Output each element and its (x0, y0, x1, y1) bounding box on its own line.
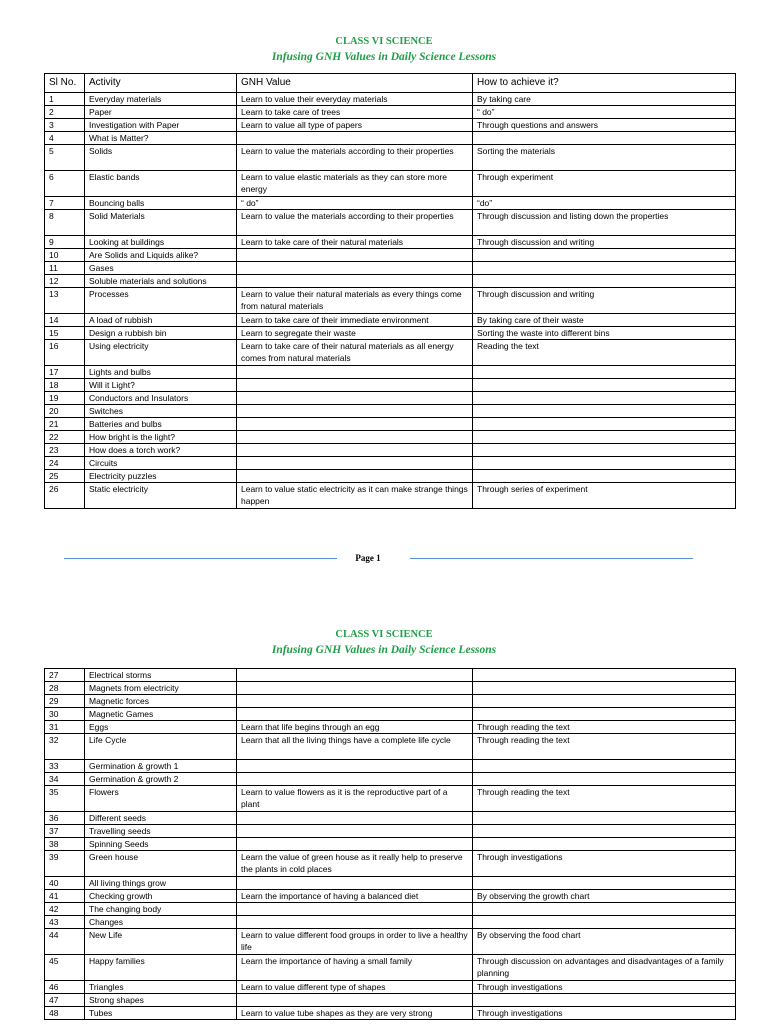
document-subtitle: Infusing GNH Values in Daily Science Lessons (271, 644, 497, 656)
cell-gnh-value (237, 249, 473, 262)
page2-header (0, 629, 768, 657)
cell-activity: What is Matter? (85, 132, 237, 145)
cell-sl-no: 27 (45, 669, 85, 682)
cell-sl-no: 4 (45, 132, 85, 145)
cell-how-to-achieve: “ do” (473, 106, 736, 119)
cell-how-to-achieve (473, 838, 736, 851)
cell-activity: Strong shapes (85, 994, 237, 1007)
table-row (45, 236, 736, 249)
cell-sl-no: 5 (45, 145, 85, 171)
cell-gnh-value: “ do” (237, 197, 473, 210)
cell-activity: Investigation with Paper (85, 119, 237, 132)
cell-how-to-achieve (473, 457, 736, 470)
table-row (45, 877, 736, 890)
cell-activity: Germination & growth 2 (85, 773, 237, 786)
class-title: CLASS VI SCIENCE (335, 629, 433, 640)
cell-sl-no: 36 (45, 812, 85, 825)
cell-sl-no: 35 (45, 786, 85, 812)
table-row (45, 171, 736, 197)
table-row (45, 327, 736, 340)
cell-sl-no: 30 (45, 708, 85, 721)
table-row (45, 773, 736, 786)
table-row (45, 314, 736, 327)
cell-sl-no: 18 (45, 379, 85, 392)
cell-sl-no: 42 (45, 903, 85, 916)
cell-how-to-achieve (473, 682, 736, 695)
cell-gnh-value (237, 669, 473, 682)
lessons-table-page1 (44, 73, 736, 509)
cell-gnh-value: Learn to value all type of papers (237, 119, 473, 132)
cell-gnh-value (237, 379, 473, 392)
cell-activity: Green house (85, 851, 237, 877)
cell-gnh-value (237, 903, 473, 916)
table-row (45, 340, 736, 366)
cell-how-to-achieve: By observing the growth chart (473, 890, 736, 903)
cell-sl-no: 28 (45, 682, 85, 695)
cell-gnh-value: Learn to value the materials according to their properties (237, 145, 473, 171)
cell-activity: Are Solids and Liquids alike? (85, 249, 237, 262)
cell-sl-no: 40 (45, 877, 85, 890)
cell-activity: Batteries and bulbs (85, 418, 237, 431)
table-row (45, 955, 736, 981)
cell-how-to-achieve (473, 262, 736, 275)
cell-gnh-value: Learn to value different food groups in order to live a healthy life (237, 929, 473, 955)
cell-gnh-value: Learn to value different type of shapes (237, 981, 473, 994)
cell-gnh-value (237, 418, 473, 431)
cell-gnh-value: Learn to take care of their natural materials (237, 236, 473, 249)
cell-sl-no: 23 (45, 444, 85, 457)
cell-how-to-achieve: Through experiment (473, 171, 736, 197)
cell-activity: Electrical storms (85, 669, 237, 682)
table-row (45, 812, 736, 825)
cell-sl-no: 43 (45, 916, 85, 929)
cell-activity: Magnetic Games (85, 708, 237, 721)
table-row (45, 483, 736, 509)
cell-activity: Flowers (85, 786, 237, 812)
cell-activity: How bright is the light? (85, 431, 237, 444)
table-row (45, 682, 736, 695)
cell-how-to-achieve (473, 773, 736, 786)
cell-how-to-achieve (473, 470, 736, 483)
cell-activity: Eggs (85, 721, 237, 734)
table-row (45, 708, 736, 721)
table-row (45, 1007, 736, 1020)
cell-gnh-value: Learn the importance of having a balanced diet (237, 890, 473, 903)
cell-gnh-value (237, 695, 473, 708)
cell-how-to-achieve (473, 825, 736, 838)
table-row (45, 903, 736, 916)
cell-how-to-achieve: Through reading the text (473, 734, 736, 760)
cell-how-to-achieve: Through reading the text (473, 786, 736, 812)
cell-activity: Bouncing balls (85, 197, 237, 210)
table-row (45, 275, 736, 288)
header-sl-no: Sl No. (45, 74, 85, 93)
cell-sl-no: 48 (45, 1007, 85, 1020)
cell-gnh-value: Learn that all the living things have a complete life cycle (237, 734, 473, 760)
cell-activity: Checking growth (85, 890, 237, 903)
cell-sl-no: 10 (45, 249, 85, 262)
cell-sl-no: 24 (45, 457, 85, 470)
cell-gnh-value: Learn the importance of having a small family (237, 955, 473, 981)
cell-activity: Processes (85, 288, 237, 314)
table-row (45, 418, 736, 431)
cell-gnh-value (237, 812, 473, 825)
cell-sl-no: 47 (45, 994, 85, 1007)
cell-gnh-value: Learn to take care of their natural materials as all energy comes from natural materials (237, 340, 473, 366)
cell-gnh-value (237, 773, 473, 786)
cell-how-to-achieve: By taking care (473, 93, 736, 106)
cell-how-to-achieve (473, 392, 736, 405)
cell-gnh-value: Learn to value elastic materials as they can store more energy (237, 171, 473, 197)
cell-sl-no: 25 (45, 470, 85, 483)
cell-gnh-value (237, 431, 473, 444)
cell-how-to-achieve (473, 379, 736, 392)
cell-sl-no: 1 (45, 93, 85, 106)
cell-activity: Soluble materials and solutions (85, 275, 237, 288)
table-row (45, 145, 736, 171)
cell-gnh-value (237, 838, 473, 851)
cell-gnh-value (237, 916, 473, 929)
cell-gnh-value (237, 275, 473, 288)
cell-activity: Switches (85, 405, 237, 418)
cell-gnh-value: Learn to value their everyday materials (237, 93, 473, 106)
cell-how-to-achieve (473, 431, 736, 444)
cell-how-to-achieve: Through discussion on advantages and disadvantages of a family planning (473, 955, 736, 981)
cell-sl-no: 32 (45, 734, 85, 760)
footer-divider-left (64, 558, 337, 559)
cell-how-to-achieve (473, 916, 736, 929)
cell-how-to-achieve: Sorting the waste into different bins (473, 327, 736, 340)
cell-activity: Gases (85, 262, 237, 275)
cell-activity: Everyday materials (85, 93, 237, 106)
cell-how-to-achieve (473, 903, 736, 916)
cell-gnh-value: Learn to value the materials according to their properties (237, 210, 473, 236)
cell-activity: Lights and bulbs (85, 366, 237, 379)
cell-gnh-value (237, 457, 473, 470)
cell-sl-no: 44 (45, 929, 85, 955)
table-row (45, 994, 736, 1007)
cell-activity: All living things grow (85, 877, 237, 890)
cell-activity: The changing body (85, 903, 237, 916)
cell-activity: Happy families (85, 955, 237, 981)
lessons-table-page2 (44, 668, 736, 1020)
cell-sl-no: 46 (45, 981, 85, 994)
cell-activity: Travelling seeds (85, 825, 237, 838)
cell-activity: Changes (85, 916, 237, 929)
cell-gnh-value (237, 877, 473, 890)
table-row (45, 916, 736, 929)
table-row (45, 249, 736, 262)
cell-gnh-value (237, 470, 473, 483)
cell-how-to-achieve: Through investigations (473, 1007, 736, 1020)
cell-sl-no: 7 (45, 197, 85, 210)
cell-how-to-achieve: Sorting the materials (473, 145, 736, 171)
table-row (45, 695, 736, 708)
cell-how-to-achieve: Through investigations (473, 981, 736, 994)
cell-sl-no: 6 (45, 171, 85, 197)
cell-sl-no: 38 (45, 838, 85, 851)
table-row (45, 981, 736, 994)
cell-gnh-value (237, 825, 473, 838)
cell-sl-no: 20 (45, 405, 85, 418)
table-row (45, 262, 736, 275)
cell-sl-no: 21 (45, 418, 85, 431)
table-row (45, 132, 736, 145)
cell-sl-no: 9 (45, 236, 85, 249)
cell-how-to-achieve: By observing the food chart (473, 929, 736, 955)
cell-how-to-achieve: By taking care of their waste (473, 314, 736, 327)
cell-gnh-value: Learn to value static electricity as it can make strange things happen (237, 483, 473, 509)
cell-activity: Different seeds (85, 812, 237, 825)
cell-activity: Germination & growth 1 (85, 760, 237, 773)
cell-activity: Solid Materials (85, 210, 237, 236)
cell-how-to-achieve: Reading the text (473, 340, 736, 366)
cell-activity: New Life (85, 929, 237, 955)
cell-sl-no: 12 (45, 275, 85, 288)
cell-sl-no: 17 (45, 366, 85, 379)
cell-sl-no: 41 (45, 890, 85, 903)
cell-activity: Spinning Seeds (85, 838, 237, 851)
cell-how-to-achieve (473, 760, 736, 773)
table-row (45, 457, 736, 470)
cell-how-to-achieve (473, 669, 736, 682)
header-gnh-value: GNH Value (237, 74, 473, 93)
cell-activity: A load of rubbish (85, 314, 237, 327)
cell-activity: Magnetic forces (85, 695, 237, 708)
table-row (45, 786, 736, 812)
footer-divider-right (410, 558, 693, 559)
cell-how-to-achieve (473, 418, 736, 431)
cell-sl-no: 13 (45, 288, 85, 314)
cell-gnh-value: Learn to take care of trees (237, 106, 473, 119)
cell-activity: Circuits (85, 457, 237, 470)
table-header-row (45, 74, 736, 93)
cell-gnh-value (237, 132, 473, 145)
header-how-to-achieve: How to achieve it? (473, 74, 736, 93)
class-title: CLASS VI SCIENCE (335, 36, 433, 47)
table-row (45, 392, 736, 405)
cell-activity: Design a rubbish bin (85, 327, 237, 340)
cell-gnh-value (237, 262, 473, 275)
cell-how-to-achieve: “do” (473, 197, 736, 210)
cell-activity: Conductors and Insulators (85, 392, 237, 405)
page1-header (0, 36, 768, 64)
table-row (45, 444, 736, 457)
cell-how-to-achieve (473, 877, 736, 890)
cell-sl-no: 11 (45, 262, 85, 275)
table-row (45, 366, 736, 379)
table-row (45, 890, 736, 903)
cell-how-to-achieve: Through discussion and listing down the properties (473, 210, 736, 236)
cell-how-to-achieve (473, 444, 736, 457)
cell-activity: Static electricity (85, 483, 237, 509)
cell-activity: Life Cycle (85, 734, 237, 760)
table-row (45, 838, 736, 851)
table-row (45, 929, 736, 955)
cell-gnh-value: Learn that life begins through an egg (237, 721, 473, 734)
table-row (45, 405, 736, 418)
cell-sl-no: 31 (45, 721, 85, 734)
cell-how-to-achieve (473, 366, 736, 379)
document-subtitle: Infusing GNH Values in Daily Science Lessons (271, 51, 497, 63)
cell-sl-no: 34 (45, 773, 85, 786)
cell-gnh-value: Learn the value of green house as it really help to preserve the plants in cold places (237, 851, 473, 877)
cell-gnh-value (237, 708, 473, 721)
table-row (45, 760, 736, 773)
cell-activity: Electricity puzzles (85, 470, 237, 483)
table-row (45, 379, 736, 392)
cell-how-to-achieve: Through reading the text (473, 721, 736, 734)
cell-how-to-achieve: Through investigations (473, 851, 736, 877)
cell-activity: Triangles (85, 981, 237, 994)
cell-how-to-achieve (473, 132, 736, 145)
cell-sl-no: 8 (45, 210, 85, 236)
cell-sl-no: 45 (45, 955, 85, 981)
cell-how-to-achieve: Through series of experiment (473, 483, 736, 509)
table-row (45, 734, 736, 760)
cell-gnh-value (237, 444, 473, 457)
cell-sl-no: 2 (45, 106, 85, 119)
cell-how-to-achieve (473, 812, 736, 825)
cell-gnh-value (237, 366, 473, 379)
cell-how-to-achieve: Through discussion and writing (473, 288, 736, 314)
cell-how-to-achieve (473, 994, 736, 1007)
cell-activity: Elastic bands (85, 171, 237, 197)
table-row (45, 669, 736, 682)
table-row (45, 851, 736, 877)
cell-sl-no: 19 (45, 392, 85, 405)
cell-gnh-value (237, 405, 473, 418)
cell-gnh-value: Learn to value their natural materials as every things come from natural materials (237, 288, 473, 314)
page-number: Page 1 (355, 553, 381, 563)
cell-gnh-value (237, 392, 473, 405)
cell-sl-no: 26 (45, 483, 85, 509)
cell-activity: How does a torch work? (85, 444, 237, 457)
cell-sl-no: 33 (45, 760, 85, 773)
table-row (45, 825, 736, 838)
table-row (45, 470, 736, 483)
cell-activity: Tubes (85, 1007, 237, 1020)
table-row (45, 119, 736, 132)
table-body-page2 (45, 669, 736, 1020)
cell-how-to-achieve (473, 708, 736, 721)
table-row (45, 210, 736, 236)
cell-how-to-achieve (473, 695, 736, 708)
table-row (45, 431, 736, 444)
cell-sl-no: 37 (45, 825, 85, 838)
cell-activity: Paper (85, 106, 237, 119)
cell-gnh-value (237, 760, 473, 773)
cell-activity: Magnets from electricity (85, 682, 237, 695)
table-body-page1 (45, 93, 736, 509)
table-row (45, 721, 736, 734)
cell-activity: Looking at buildings (85, 236, 237, 249)
table-row (45, 106, 736, 119)
cell-sl-no: 14 (45, 314, 85, 327)
cell-gnh-value: Learn to segregate their waste (237, 327, 473, 340)
table-row (45, 288, 736, 314)
cell-gnh-value: Learn to value tube shapes as they are very strong (237, 1007, 473, 1020)
cell-how-to-achieve: Through questions and answers (473, 119, 736, 132)
cell-sl-no: 29 (45, 695, 85, 708)
cell-gnh-value: Learn to value flowers as it is the reproductive part of a plant (237, 786, 473, 812)
cell-sl-no: 3 (45, 119, 85, 132)
cell-how-to-achieve (473, 249, 736, 262)
cell-how-to-achieve (473, 275, 736, 288)
cell-how-to-achieve (473, 405, 736, 418)
cell-activity: Will it Light? (85, 379, 237, 392)
cell-activity: Solids (85, 145, 237, 171)
cell-gnh-value: Learn to take care of their immediate environment (237, 314, 473, 327)
cell-sl-no: 22 (45, 431, 85, 444)
cell-sl-no: 16 (45, 340, 85, 366)
cell-gnh-value (237, 682, 473, 695)
cell-sl-no: 39 (45, 851, 85, 877)
table-row (45, 93, 736, 106)
cell-how-to-achieve: Through discussion and writing (473, 236, 736, 249)
cell-sl-no: 15 (45, 327, 85, 340)
cell-gnh-value (237, 994, 473, 1007)
table-row (45, 197, 736, 210)
cell-activity: Using electricity (85, 340, 237, 366)
header-activity: Activity (85, 74, 237, 93)
